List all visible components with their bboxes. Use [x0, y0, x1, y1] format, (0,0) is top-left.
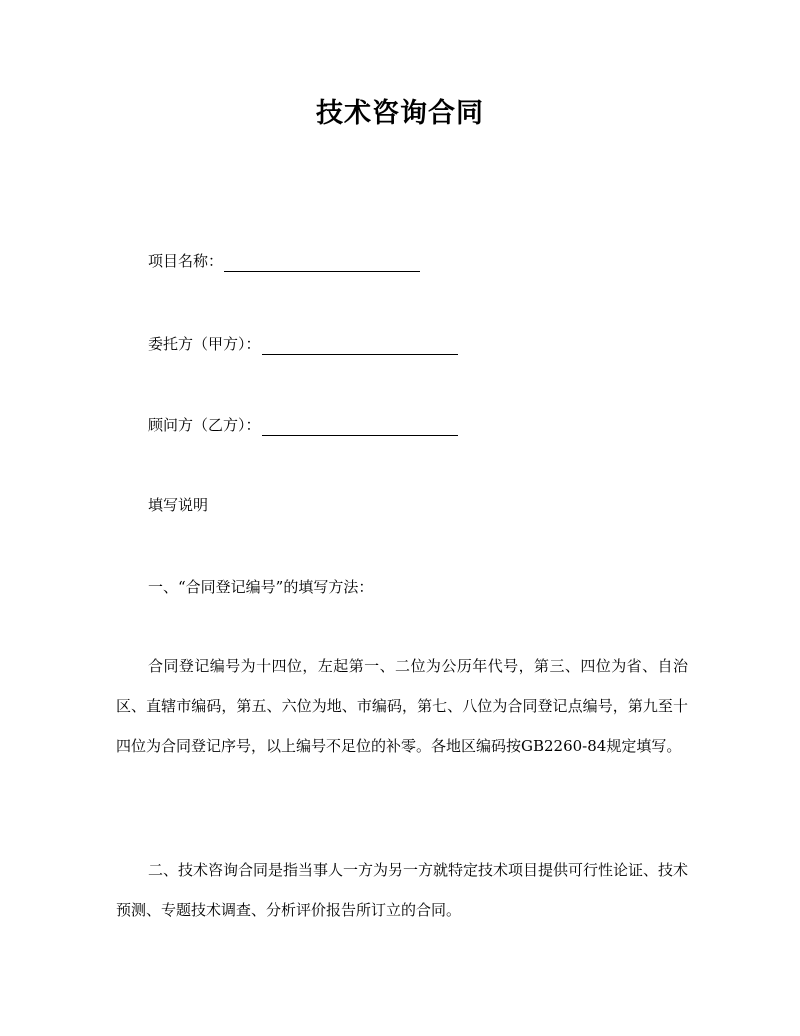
field-label: 委托方（甲方）：: [148, 335, 261, 353]
field-project-name: [148, 250, 420, 272]
section2-body: 二、技术咨询合同是指当事人一方为另一方就特定技术项目提供可行性论证、技术预测、专题技术调查、分析评价报告所订立的合同。: [116, 861, 689, 919]
field-label: 顾问方（乙方）：: [148, 416, 261, 434]
fill-in-blank-line: [262, 338, 458, 355]
fill-in-blank-line: [224, 255, 420, 272]
field-label: 项目名称：: [148, 252, 224, 270]
field-client-party-a: [148, 333, 458, 355]
instructions-heading: 填写说明: [148, 496, 209, 514]
section1-heading: 一、“合同登记编号”的填写方法：: [148, 578, 374, 596]
document-title: 技术咨询合同: [316, 98, 484, 129]
field-consultant-party-b: [148, 414, 458, 436]
fill-in-blank-line: [262, 419, 458, 436]
section1-body: 合同登记编号为十四位，左起第一、二位为公历年代号，第三、四位为省、自治区、直辖市编码，第五、六位为地、市编码，第七、八位为合同登记点编号，第九至十四位为合同登记序号，以上编号不足位的补零。各地区编码按GB2260-84规定填写。: [116, 657, 688, 755]
